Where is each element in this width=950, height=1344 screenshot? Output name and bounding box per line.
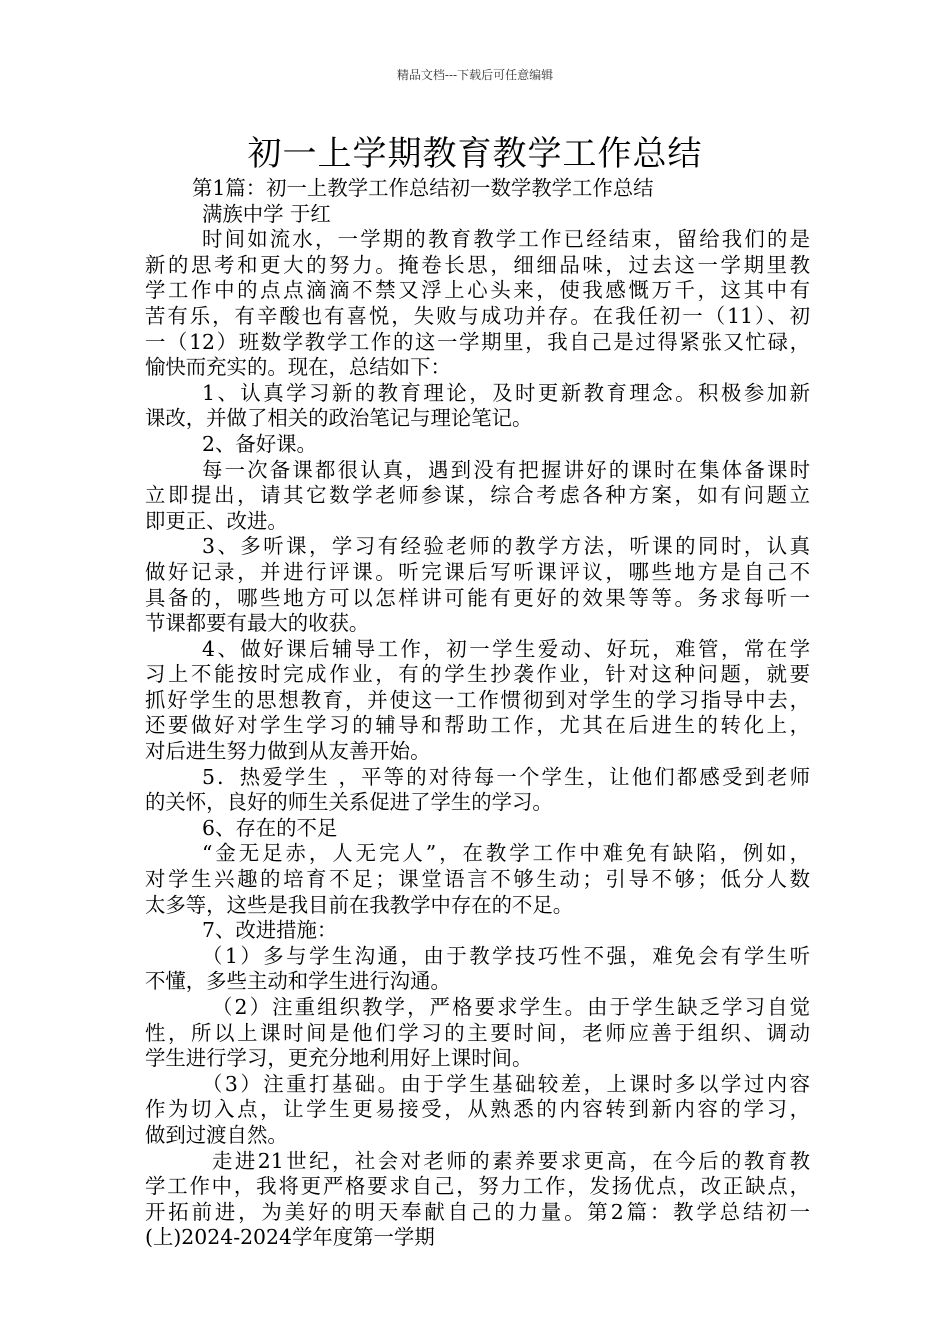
text-line: 还要做好对学生学习的辅导和帮助工作，尤其在后进生的转化上， — [145, 713, 810, 738]
text-line: 时间如流水，一学期的教育教学工作已经结束，留给我们的是 — [202, 227, 810, 252]
text-line: “金无足赤，人无完人”，在教学工作中难免有缺陷，例如， — [202, 841, 810, 866]
text-line: 第1篇：初一上教学工作总结初一数学教学工作总结 — [192, 176, 654, 200]
text-line: (上)2024-2024学年度第一学期 — [145, 1225, 435, 1250]
text-line: （3）注重打基础。由于学生基础较差，上课时多以学过内容 — [202, 1071, 810, 1096]
text-line: 具备的，哪些地方可以怎样讲可能有更好的效果等等。务求每听一 — [145, 585, 810, 610]
text-line: 课改，并做了相关的政治笔记与理论笔记。 — [145, 406, 533, 431]
text-line: 一（12）班数学教学工作的这一学期里，我自己是过得紧张又忙碌， — [145, 329, 810, 354]
text-line: 的关怀，良好的师生关系促进了学生的学习。 — [145, 790, 553, 815]
text-line: 满族中学 于红 — [202, 201, 331, 226]
document-body — [145, 176, 810, 1251]
text-line: 习上不能按时完成作业，有的学生抄袭作业，针对这种问题，就要 — [145, 662, 810, 687]
text-line: 对学生兴趣的培育不足；课堂语言不够生动；引导不够；低分人数 — [145, 867, 810, 892]
text-line: 作为切入点，让学生更易接受，从熟悉的内容转到新内容的学习， — [145, 1097, 810, 1122]
text-line: 愉快而充实的。现在，总结如下： — [145, 355, 451, 380]
text-line: 6、存在的不足 — [202, 815, 338, 840]
text-line: 学生进行学习，更充分地利用好上课时间。 — [145, 1046, 533, 1071]
text-line: 3、多听课，学习有经验老师的教学方法，听课的同时，认真 — [202, 534, 810, 559]
text-line: 开拓前进，为美好的明天奉献自己的力量。第2篇：教学总结初一 — [145, 1199, 810, 1224]
text-line: 抓好学生的思想教育，并使这一工作惯彻到对学生的学习指导中去， — [145, 687, 810, 712]
text-line: 节课都要有最大的收获。 — [145, 611, 370, 636]
text-line: 立即提出，请其它数学老师参谋，综合考虑各种方案，如有问题立 — [145, 483, 810, 508]
text-line: 做到过渡自然。 — [145, 1122, 288, 1147]
text-line: 4、做好课后辅导工作，初一学生爱动、好玩，难管，常在学 — [202, 636, 810, 661]
text-line: 2、备好课。 — [202, 431, 317, 456]
document-title: 初一上学期教育教学工作总结 — [247, 134, 703, 174]
page-header-note: 精品文档---下载后可任意编辑 — [396, 68, 554, 82]
text-line: 学工作中的点点滴滴不禁又浮上心头来，使我感慨万千，这其中有 — [145, 278, 810, 303]
text-line: 1、认真学习新的教育理论，及时更新教育理念。积极参加新 — [202, 380, 810, 405]
text-line: 即更正、改进。 — [145, 508, 288, 533]
text-line: 5．热爱学生 ，平等的对待每一个学生，让他们都感受到老师 — [202, 764, 810, 789]
text-line: 7、改进措施： — [202, 918, 338, 943]
text-line: 做好记录，并进行评课。听完课后写听课评议，哪些地方是自己不 — [145, 559, 810, 584]
text-line: 太多等，这些是我目前在我教学中存在的不足。 — [145, 892, 574, 917]
text-line: 每一次备课都很认真，遇到没有把握讲好的课时在集体备课时 — [202, 457, 810, 482]
text-line: （1）多与学生沟通，由于教学技巧性不强，难免会有学生听 — [202, 943, 810, 968]
text-line: 不懂，多些主动和学生进行沟通。 — [145, 969, 451, 994]
text-line: （2）注重组织教学，严格要求学生。由于学生缺乏学习自觉 — [212, 995, 810, 1019]
text-line: 新的思考和更大的努力。掩卷长思，细细品味，过去这一学期里教 — [145, 252, 810, 277]
text-line: 学工作中，我将更严格要求自己，努力工作，发扬优点，改正缺点， — [145, 1174, 810, 1199]
text-line: 性，所以上课时间是他们学习的主要时间，老师应善于组织、调动 — [145, 1020, 810, 1045]
text-line: 苦有乐，有辛酸也有喜悦，失败与成功并存。在我任初一（11）、初 — [145, 303, 810, 328]
text-line: 对后进生努力做到从友善开始。 — [145, 739, 431, 764]
text-line: 走进21世纪，社会对老师的素养要求更高，在今后的教育教 — [212, 1148, 810, 1173]
